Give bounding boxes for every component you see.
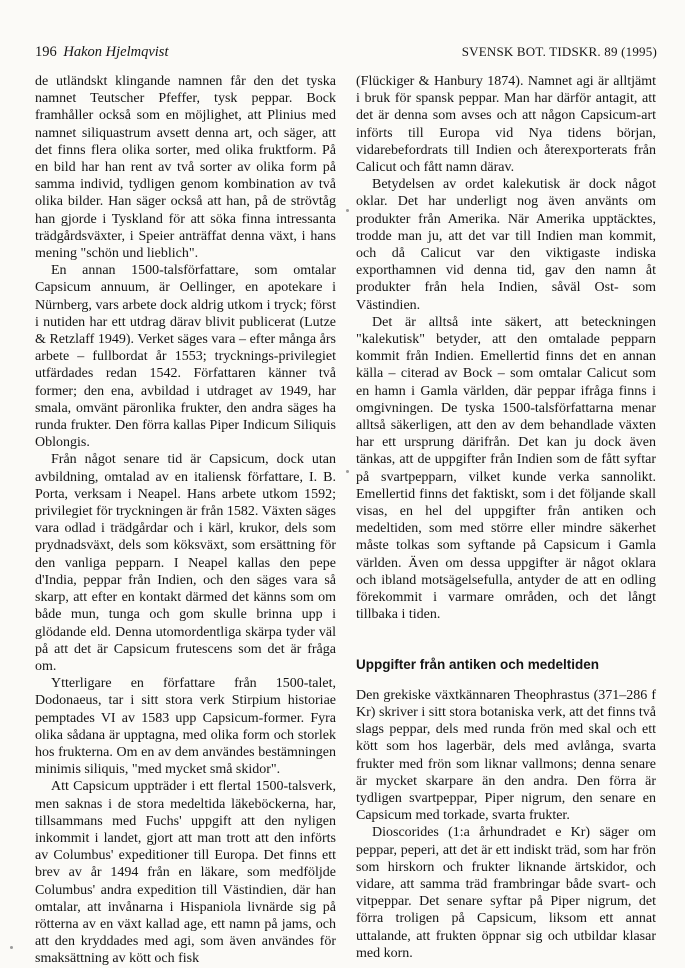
left-column <box>35 73 336 968</box>
page-number: 196 <box>35 44 57 60</box>
scan-speck <box>346 470 349 473</box>
section-heading: Uppgifter från antiken och medeltiden <box>356 656 600 672</box>
paragraph: de utländskt klingande namnen får den det tyska namnet Teutscher Pfeffer, tysk peppar. Bock framhåller också som en möjlighet, att Plinius med namnet siliquastrum avsett denna art, och säger, att det finns flera olika sorter, med olika fruktform. På en bild har han rent av två sorter av olika form på samma individ, tydligen genom kombination av två olika bilder. Han säger också att han, på de strövtåg han gjorde i Tyskland för att söka finna intressanta trädgårdsväxter, i Speier anträffat denna växt, i hans mening "schön und lieblich". <box>35 74 336 262</box>
paragraph: Den grekiske växtkännaren Theophrastus (371–286 f Kr) skriver i sitt stora botaniska verk, att det finns två slags peppar, dels med runda frön med skal och ett kött som hos lagerbär, dels med avlånga, svarta frukter med frön som liknar vallmons; denna senare är mycket skarpare än den andra. Den förra är tydligen svartpeppar, Piper nigrum, den senare en Capsicum med torkade, svarta frukter. <box>356 687 656 824</box>
paragraph: Betydelsen av ordet kalekutisk är dock något oklar. Det har underligt nog även använts om produkter från Amerika. När Amerika upptäcktes, trodde man ju, att det var till Indien man kommit, och då Calicut var den viktigaste indiska exporthamnen vid denna tid, gav den namn åt produkter från hela Indien, såväl Ost- som Västindien. <box>356 177 656 313</box>
scan-speck <box>10 946 13 949</box>
paragraph: Från något senare tid är Capsicum, dock utan avbildning, omtalad av en italiensk författare, I. B. Porta, verksam i Neapel. Hans arbete utkom 1592; privilegiet för tryckningen är från 1582. Växten säges vara odlad i trädgårdar och i kärl, krukor, dels som prydnadsväxt, dels som köksväxt, som ersättning för den vanliga pepparn. I Neapel kallas den pepe d'India, peppar från Indien, och den säges vara så skarp, att efter en kontakt därmed det känns som om både mun, tunga och gom skulle brinna upp i glödande eld. Denna utomordentliga skärpa tyder väl på att det är Capsicum frutescens som det är fråga om. <box>35 452 336 674</box>
scan-speck <box>346 209 349 212</box>
paragraph: Ytterligare en författare från 1500-talet, Dodonaeus, tar i sitt stora verk Stirpium historiae pemptades VI av 1583 upp Capsicum-former. Fyra olika sådana är upptagna, med olika form och storlek hos frukterna. Om en av dem användes bestämningen minimis siliquis, "med mycket små skidor". <box>35 676 336 778</box>
paragraph: En annan 1500-talsförfattare, som omtalar Capsicum annuum, är Oellinger, en apotekare i Nürnberg, vars arbete dock aldrig utkom i tryck; först i nutiden har ett utdrag därav blivit publicerat (Lutze & Retzlaff 1949). Verket säges vara – efter många års arbete – fullbordat år 1553; trycknings-privilegiet utfärdades redan 1542. Författaren känner två former; den ena, avbildad i utdraget av 1949, har smala, omvänt päronlika frukter, den andra säges ha runda frukter. Den förra kallas Piper Indicum Siliquis Oblongis. <box>35 263 336 451</box>
paragraph: Dioscorides (1:a århundradet e Kr) säger om peppar, peperi, att det är ett indiskt träd, som har frön som hirskorn och frukter liknande ärtskidor, och vidare, att samma träd frambringar både svart- och vitpeppar. Det senare syftar på Piper nigrum, det förra troligen på Capsicum, liksom ett annat uttalande, att frukten öppnar sig och utbildar klasar med korn. <box>356 825 656 961</box>
paragraph: Att Capsicum uppträder i ett flertal 1500-talsverk, men saknas i de stora medeltida läkeböckerna, har, tillsammans med Fuchs' uppgift att den nyligen inkommit i landet, gjort att man trott att den införts av Columbus' expeditioner till Europa. Det finns ett brev av år 1494 från en läkare, som medföljde Columbus' andra expedition till Västindien, där han omtalar, att invånarna i Hispaniola livnärde sig på rötterna av en växt kallad age, ett namn på jams, och att den kryddades med agi, som även användes för smaksättning av kött och fisk <box>35 779 336 967</box>
paragraph: Det är alltså inte säkert, att beteckningen "kalekutisk" betyder, att den omtalade pepparn kommit från Indien. Emellertid finns det en annan källa – citerad av Bock – som omtalar Calicut som en hamn i Gamla världen, där peppar ifråga finns i omgivningen. De tyska 1500-talsförfattarna menar alltså säkerligen, att den av dem behandlade växten har ett ursprung därifrån. Det kan ju dock även tänkas, att de uppgifter från Indien som de fått syftar på svartpepparn, vilket kunde verka sannolikt. Emellertid finns det faktiskt, som i det följande skall visas, en hel del uppgifter från antiken och medeltiden, som med större eller mindre säkerhet måste tolkas som syftande på Capsicum i Gamla världen. Även om dessa uppgifter är något oklara och ibland motsägelsefulla, antyder de att en odling förekommit i varmare områden, och det långt tillbaka i tiden. <box>356 314 656 623</box>
journal-reference: SVENSK BOT. TIDSKR. 89 (1995) <box>461 44 657 59</box>
running-header <box>35 44 657 64</box>
header-author: Hakon Hjelmqvist <box>63 44 169 60</box>
paragraph: (Flückiger & Hanbury 1874). Namnet agi är alltjämt i bruk för spansk peppar. Man har därför antagit, att det är denna som avses och att någon Capsicum-art införts till Europa vid Nya tidens början, vidarebefordrats till Indien och återexporterats från Calicut och fått namn därav. <box>356 74 656 176</box>
right-column <box>356 73 656 962</box>
header-left <box>35 44 168 61</box>
